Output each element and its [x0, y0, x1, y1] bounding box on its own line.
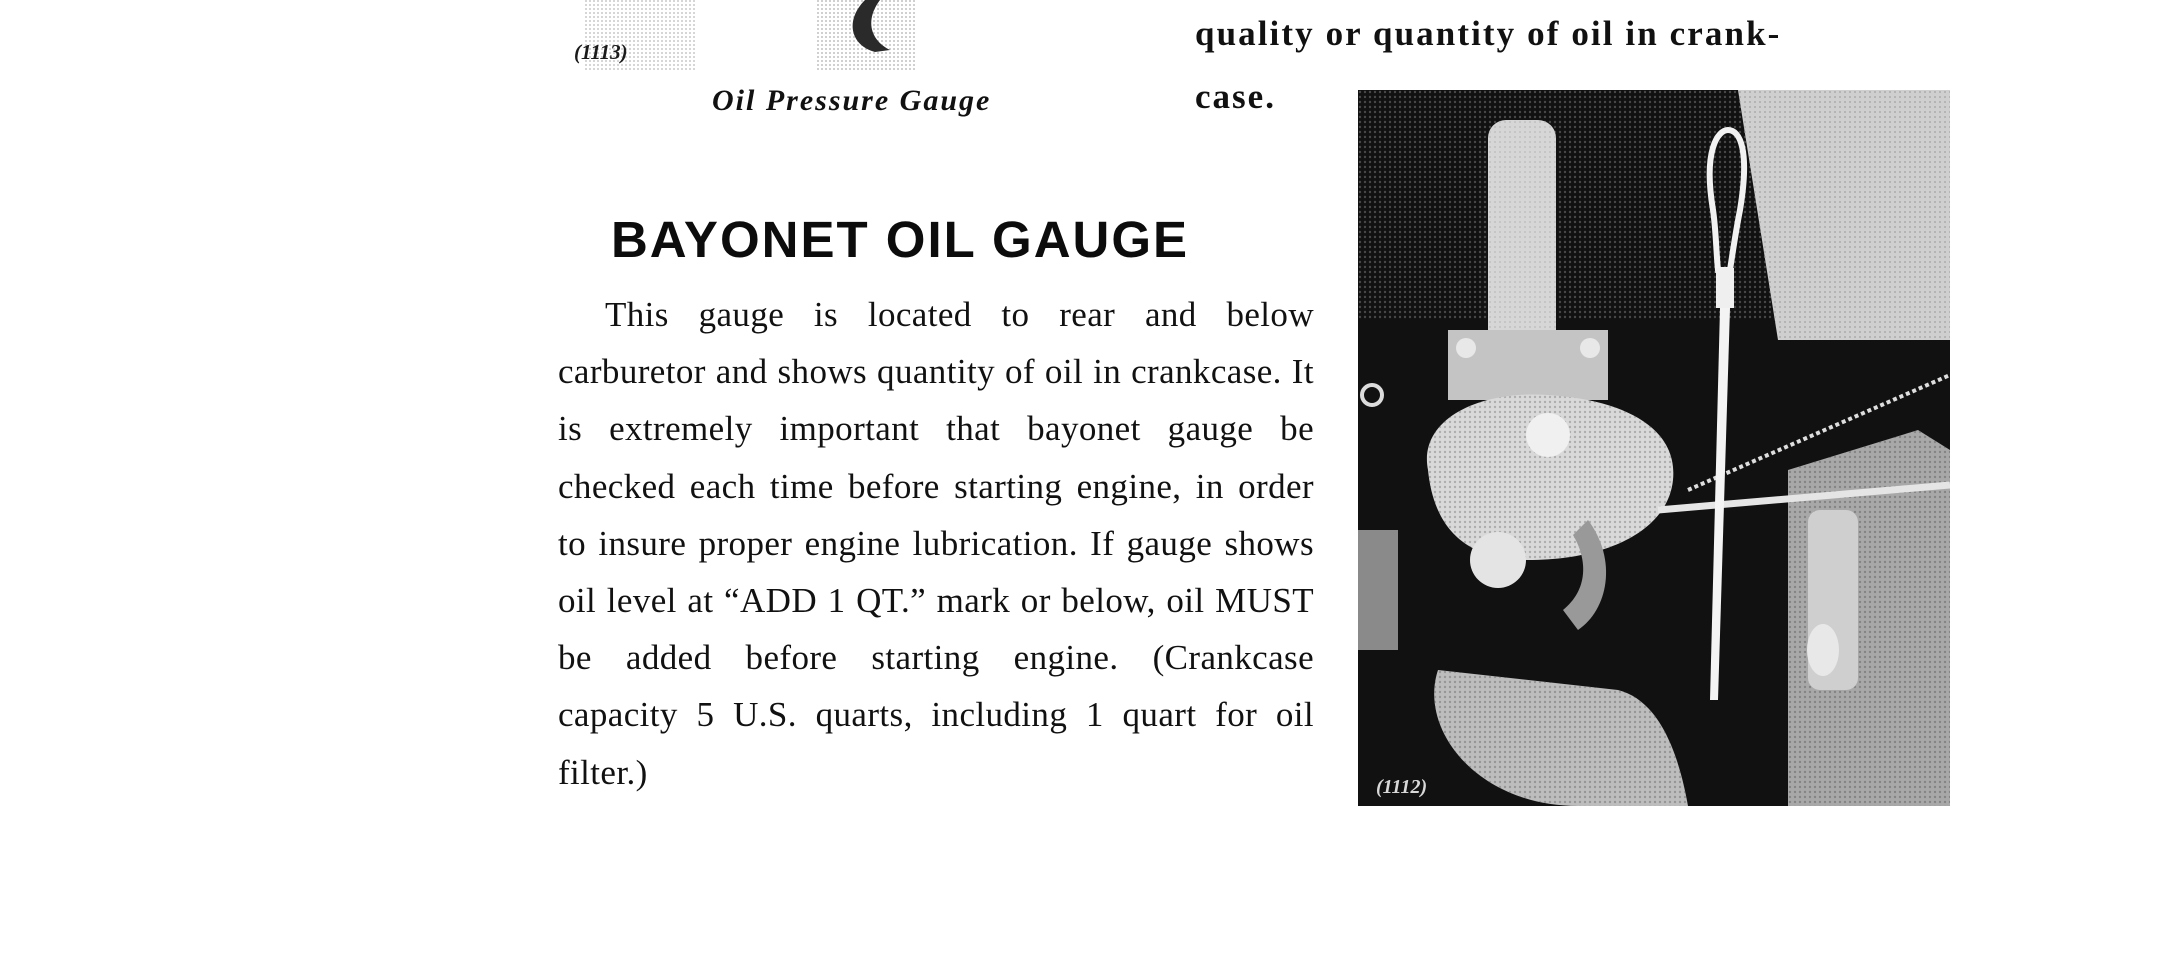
top-figure-number: (1113) — [574, 40, 628, 64]
photo-figure-number: (1112) — [1376, 776, 1428, 798]
section-heading: BAYONET OIL GAUGE — [610, 211, 1190, 268]
top-figure-caption: Oil Pressure Gauge — [712, 84, 992, 117]
section-body-paragraph: This gauge is located to rear and below carburetor and shows quantity of oil in crankcase. It is extremely important that bayonet gauge be checked each time before starting engine, in order to insure proper engine lubrication. If gauge shows oil level at “ADD 1 QT.” mark or below, oil MUST be added before starting engine. (Crankcase capacity 5 U.S. quarts, including 1 quart for oil filter.) — [558, 295, 1314, 792]
right-column-text-line: quality or quantity of oil in crank- — [1195, 14, 1782, 53]
right-column-text-continuation: case. — [1195, 77, 1276, 116]
bayonet-gauge-engine-photo — [1358, 90, 1950, 806]
